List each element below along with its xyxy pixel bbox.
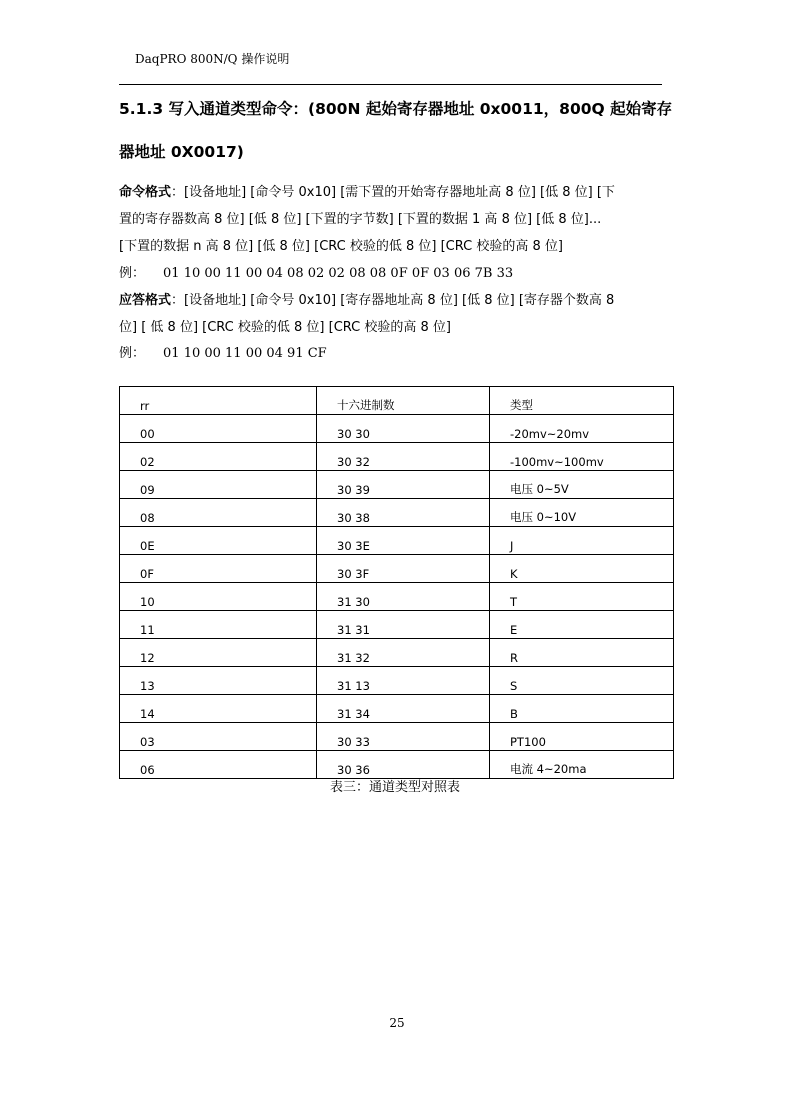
type-cell: 电流 4~20ma — [490, 751, 674, 779]
type-cell: 电压 0~5V — [490, 471, 674, 499]
rr-cell: 00 — [120, 415, 317, 443]
type-cell: -100mv~100mv — [490, 443, 674, 471]
hex-cell: 30 36 — [317, 751, 490, 779]
command-example-bytes: 01 10 00 11 00 04 08 02 02 08 08 0F 0F 03 06 7B 33 — [163, 266, 514, 281]
command-format-line-2: 置的寄存器数高 8 位] [低 8 位] [下置的字节数] [下置的数据 1 高 8 位] [低 8 位]... — [119, 212, 602, 227]
hex-cell: 30 30 — [317, 415, 490, 443]
command-example-label: 例： — [119, 266, 146, 281]
page-number: 25 — [389, 1016, 405, 1030]
header-cell-hex: 十六进制数 — [317, 387, 490, 415]
command-format-text: ：[设备地址] [命令号 0x10] [需下置的开始寄存器地址高 8 位] [低 8 位] [下 — [171, 185, 615, 200]
table-row — [120, 611, 674, 639]
command-example — [119, 262, 664, 281]
table-row — [120, 667, 674, 695]
table-row — [120, 415, 674, 443]
type-cell: R — [490, 639, 674, 667]
table-row — [120, 555, 674, 583]
hex-cell: 31 13 — [317, 667, 490, 695]
header-cell-type: 类型 — [490, 387, 674, 415]
channel-type-table — [119, 386, 674, 779]
table-row — [120, 751, 674, 779]
type-cell: K — [490, 555, 674, 583]
command-format-line-1 — [119, 181, 664, 200]
type-cell: -20mv~20mv — [490, 415, 674, 443]
table-row — [120, 583, 674, 611]
rr-cell: 03 — [120, 723, 317, 751]
response-example — [119, 342, 664, 361]
type-cell: T — [490, 583, 674, 611]
rr-cell: 09 — [120, 471, 317, 499]
type-cell: E — [490, 611, 674, 639]
type-cell: J — [490, 527, 674, 555]
response-example-label: 例： — [119, 346, 146, 361]
rr-cell: 11 — [120, 611, 317, 639]
type-cell: PT100 — [490, 723, 674, 751]
table-caption: 表三：通道类型对照表 — [329, 780, 460, 795]
rr-cell: 0E — [120, 527, 317, 555]
rr-cell: 08 — [120, 499, 317, 527]
hex-cell: 31 31 — [317, 611, 490, 639]
table-header-row — [120, 387, 674, 415]
rr-cell: 06 — [120, 751, 317, 779]
hex-cell: 30 32 — [317, 443, 490, 471]
hex-cell: 31 30 — [317, 583, 490, 611]
table-row — [120, 723, 674, 751]
response-format-line-1 — [119, 289, 664, 308]
running-header: DaqPRO 800N/Q 操作说明 — [135, 52, 290, 66]
hex-cell: 30 3E — [317, 527, 490, 555]
hex-cell: 30 39 — [317, 471, 490, 499]
table-row — [120, 695, 674, 723]
type-cell: 电压 0~10V — [490, 499, 674, 527]
type-cell: S — [490, 667, 674, 695]
table-row — [120, 443, 674, 471]
command-format-label: 命令格式 — [119, 185, 172, 200]
section-title-line-1: 5.1.3 写入通道类型命令：(800N 起始寄存器地址 0x0011，800Q 起始寄存 — [119, 100, 673, 118]
table-row — [120, 471, 674, 499]
hex-cell: 30 38 — [317, 499, 490, 527]
table-row — [120, 499, 674, 527]
rr-cell: 14 — [120, 695, 317, 723]
rr-cell: 02 — [120, 443, 317, 471]
section-title-line-2: 器地址 0X0017) — [119, 143, 244, 161]
hex-cell: 31 34 — [317, 695, 490, 723]
rr-cell: 0F — [120, 555, 317, 583]
response-example-bytes: 01 10 00 11 00 04 91 CF — [163, 346, 327, 361]
hex-cell: 30 3F — [317, 555, 490, 583]
hex-cell: 30 33 — [317, 723, 490, 751]
response-format-label: 应答格式 — [119, 293, 172, 308]
response-format-text: ：[设备地址] [命令号 0x10] [寄存器地址高 8 位] [低 8 位] [寄存器个数高 8 — [171, 293, 615, 308]
rr-cell: 12 — [120, 639, 317, 667]
table-row — [120, 527, 674, 555]
rr-cell: 10 — [120, 583, 317, 611]
table-row — [120, 639, 674, 667]
hex-cell: 31 32 — [317, 639, 490, 667]
command-format-line-3: [下置的数据 n 高 8 位] [低 8 位] [CRC 校验的低 8 位] [CRC 校验的高 8 位] — [119, 239, 563, 254]
type-cell: B — [490, 695, 674, 723]
response-format-line-2: 位] [ 低 8 位] [CRC 校验的低 8 位] [CRC 校验的高 8 位] — [119, 320, 451, 335]
header-divider — [119, 84, 662, 85]
header-cell-rr: rr — [120, 387, 317, 415]
rr-cell: 13 — [120, 667, 317, 695]
